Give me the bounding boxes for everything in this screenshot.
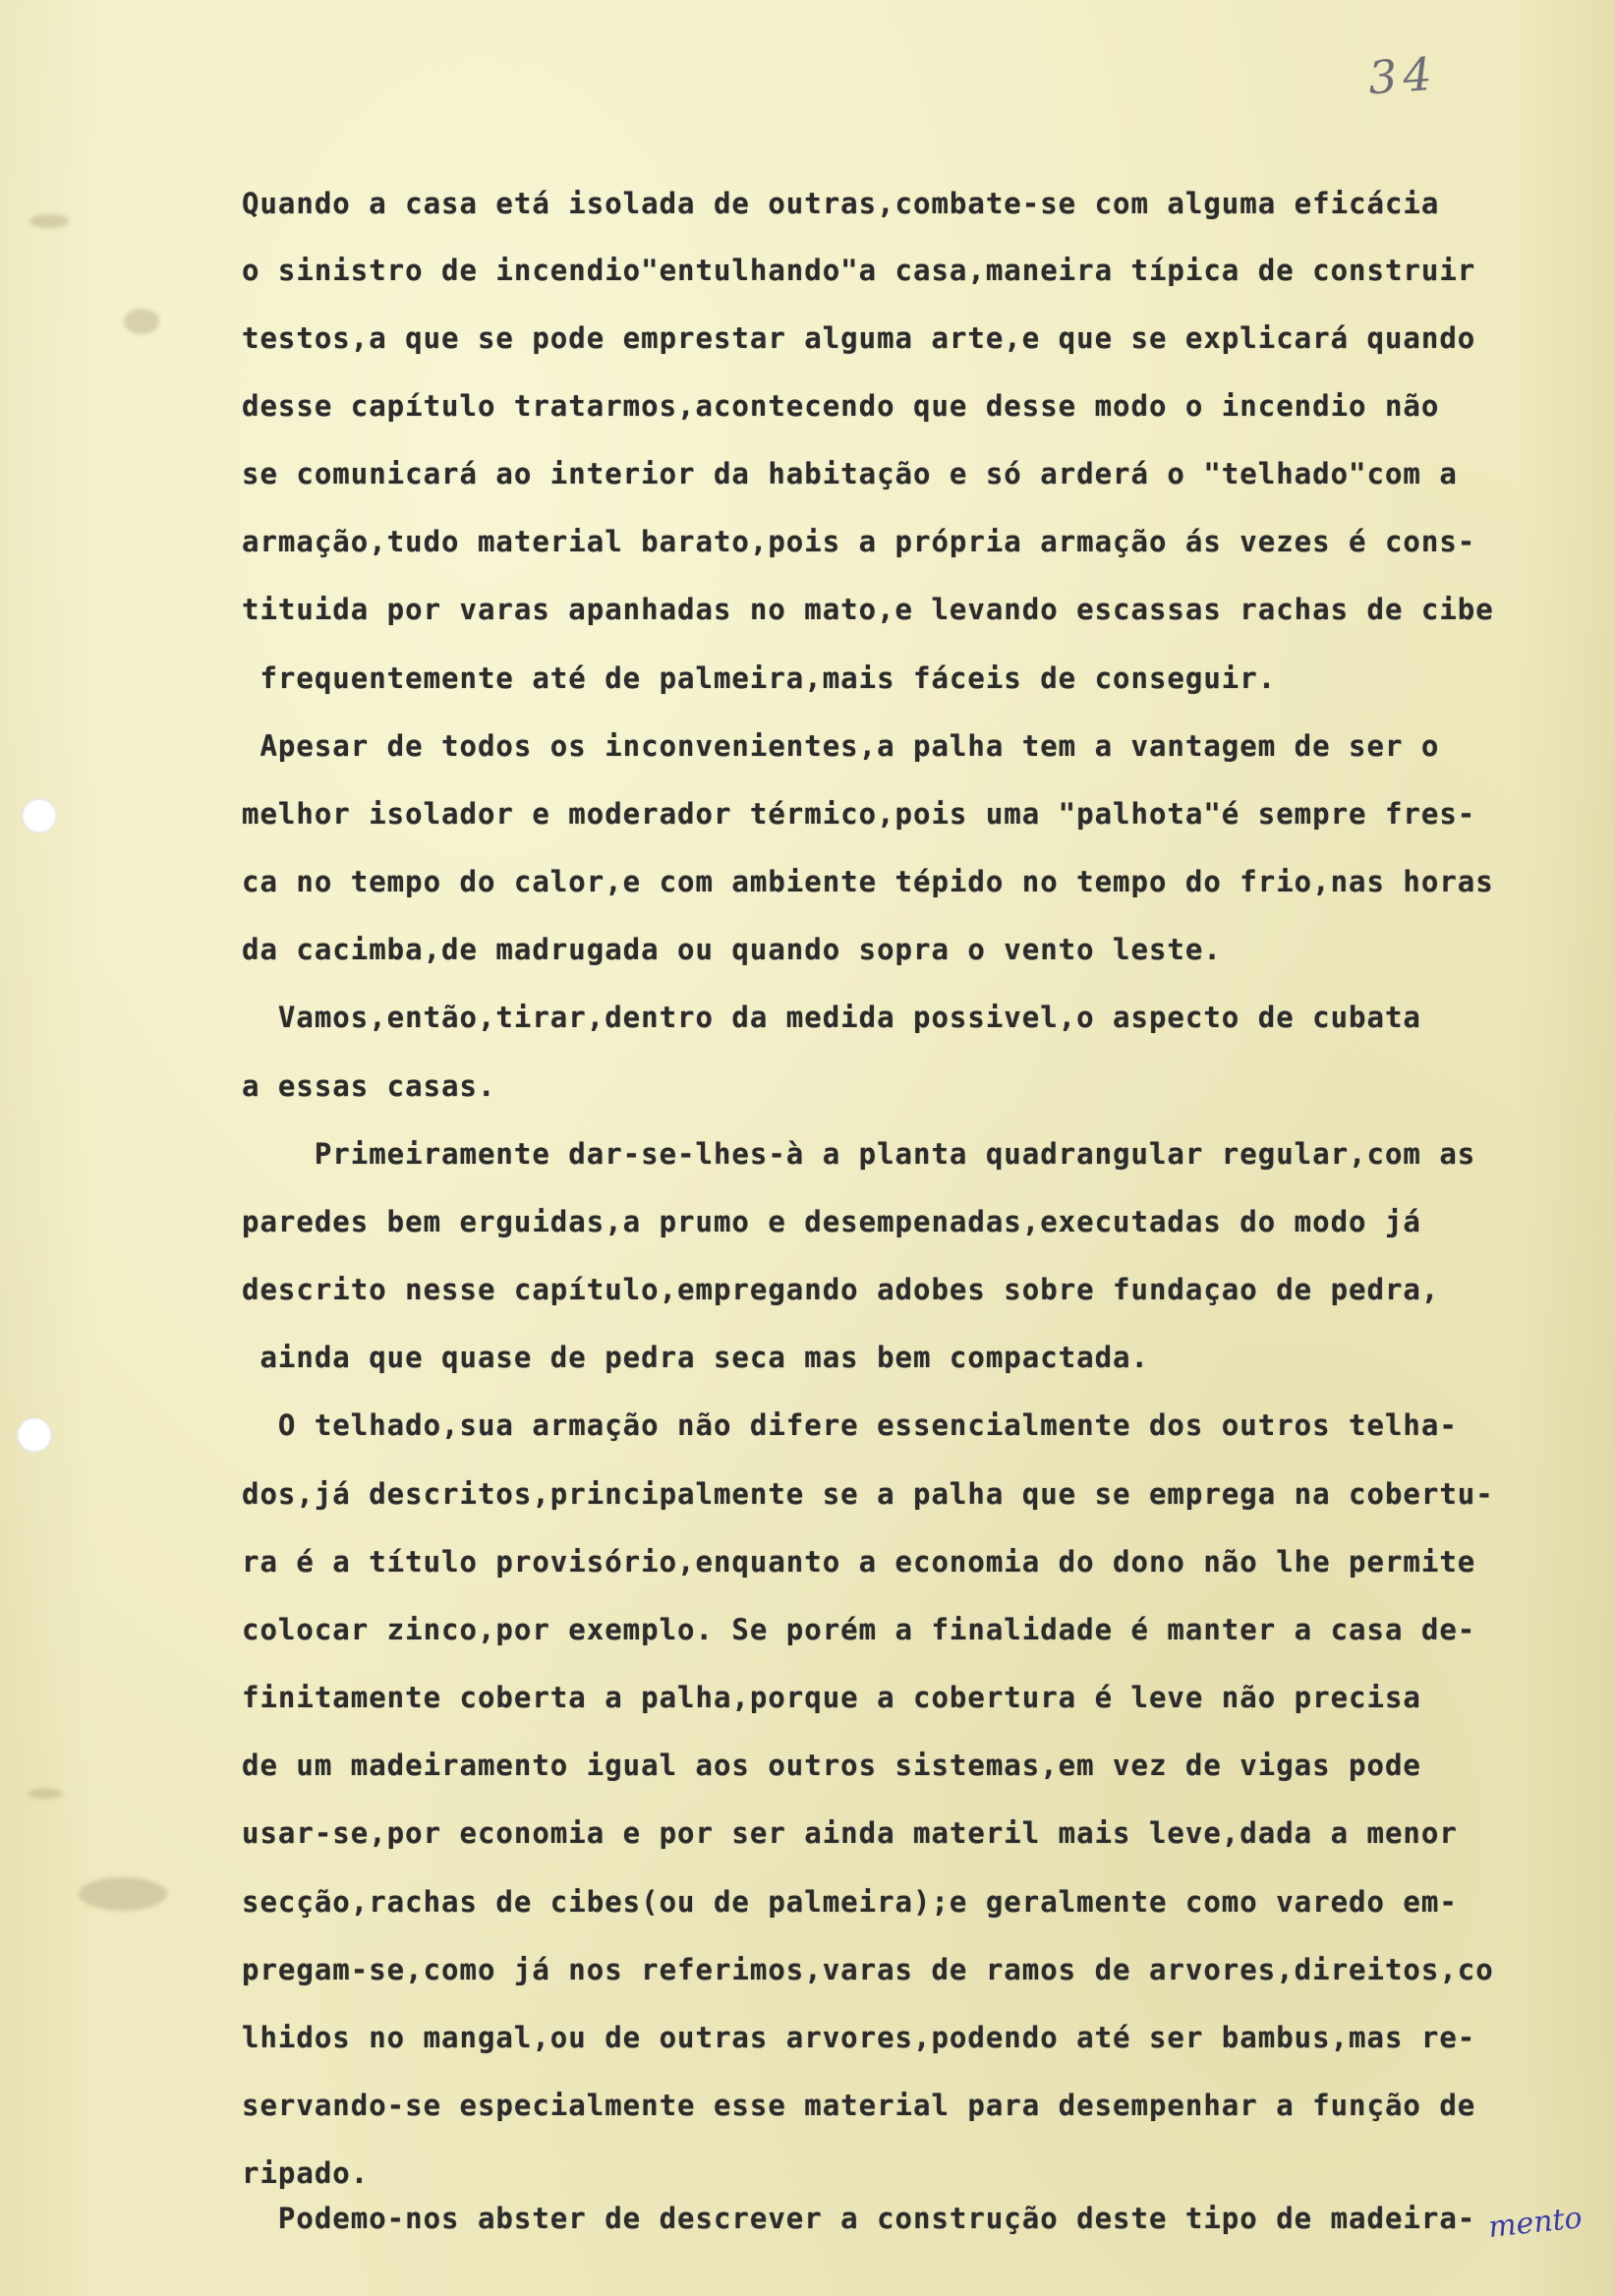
text-line: tituida por varas apanhadas no mato,e levando escassas rachas de cibe (242, 593, 1494, 626)
text-line: Primeiramente dar-se-lhes-à a planta quadrangular regular,com as (242, 1137, 1476, 1171)
text-line: lhidos no mangal,ou de outras arvores,podendo até ser bambus,mas re- (242, 2021, 1476, 2054)
text-line: ainda que quase de pedra seca mas bem compactada. (242, 1341, 1149, 1374)
text-line: da cacimba,de madrugada ou quando sopra o vento leste. (242, 933, 1222, 966)
text-line: descrito nesse capítulo,empregando adobes sobre fundaçao de pedra, (242, 1273, 1440, 1306)
text-line: Apesar de todos os inconvenientes,a palha tem a vantagem de ser o (242, 729, 1440, 763)
text-line: finitamente coberta a palha,porque a cobertura é leve não precisa (242, 1681, 1421, 1714)
page-number: 34 (1366, 46, 1440, 105)
text-line: ra é a título provisório,enquanto a economia do dono não lhe permite (242, 1545, 1476, 1578)
text-line: Quando a casa etá isolada de outras,combate-se com alguma eficácia (242, 187, 1440, 220)
text-line: Podemo-nos abster de descrever a construção deste tipo de madeira- (242, 2202, 1476, 2235)
text-line: dos,já descritos,principalmente se a palha que se emprega na cobertu- (242, 1477, 1494, 1511)
text-line: testos,a que se pode emprestar alguma arte,e que se explicará quando (242, 321, 1476, 355)
paper-stain (79, 1877, 167, 1911)
text-line: colocar zinco,por exemplo. Se porém a finalidade é manter a casa de- (242, 1613, 1476, 1646)
text-line: paredes bem erguidas,a prumo e desempenadas,executadas do modo já (242, 1205, 1421, 1238)
text-line: o sinistro de incendio"entulhando"a casa,maneira típica de construir (242, 254, 1476, 287)
text-line: desse capítulo tratarmos,acontecendo que desse modo o incendio não (242, 389, 1440, 423)
punch-hole (22, 798, 57, 833)
text-line: Vamos,então,tirar,dentro da medida possivel,o aspecto de cubata (242, 1001, 1421, 1034)
text-line: melhor isolador e moderador térmico,pois uma "palhota"é sempre fres- (242, 797, 1476, 831)
paper-stain (124, 309, 159, 334)
punch-hole (17, 1417, 52, 1453)
paper-stain (28, 1789, 63, 1799)
text-line: armação,tudo material barato,pois a própria armação ás vezes é cons- (242, 525, 1476, 558)
text-line: de um madeiramento igual aos outros sistemas,em vez de vigas pode (242, 1749, 1421, 1782)
text-line: ca no tempo do calor,e com ambiente tépido no tempo do frio,nas horas (242, 865, 1494, 898)
text-line: O telhado,sua armação não difere essencialmente dos outros telha- (242, 1408, 1458, 1442)
text-line: servando-se especialmente esse material para desempenhar a função de (242, 2089, 1476, 2122)
text-line: secção,rachas de cibes(ou de palmeira);e geralmente como varedo em- (242, 1885, 1458, 1919)
text-line: se comunicará ao interior da habitação e só arderá o "telhado"com a (242, 457, 1458, 490)
text-line: frequentemente até de palmeira,mais fáceis de conseguir. (242, 661, 1277, 695)
text-line: ripado. (242, 2156, 370, 2190)
text-line: pregam-se,como já nos referimos,varas de ramos de arvores,direitos,co (242, 1953, 1494, 1986)
handwritten-annotation: mento (1486, 2201, 1585, 2245)
text-line: usar-se,por economia e por ser ainda materil mais leve,dada a menor (242, 1816, 1458, 1850)
paper-stain (29, 214, 69, 228)
text-line: a essas casas. (242, 1069, 496, 1103)
